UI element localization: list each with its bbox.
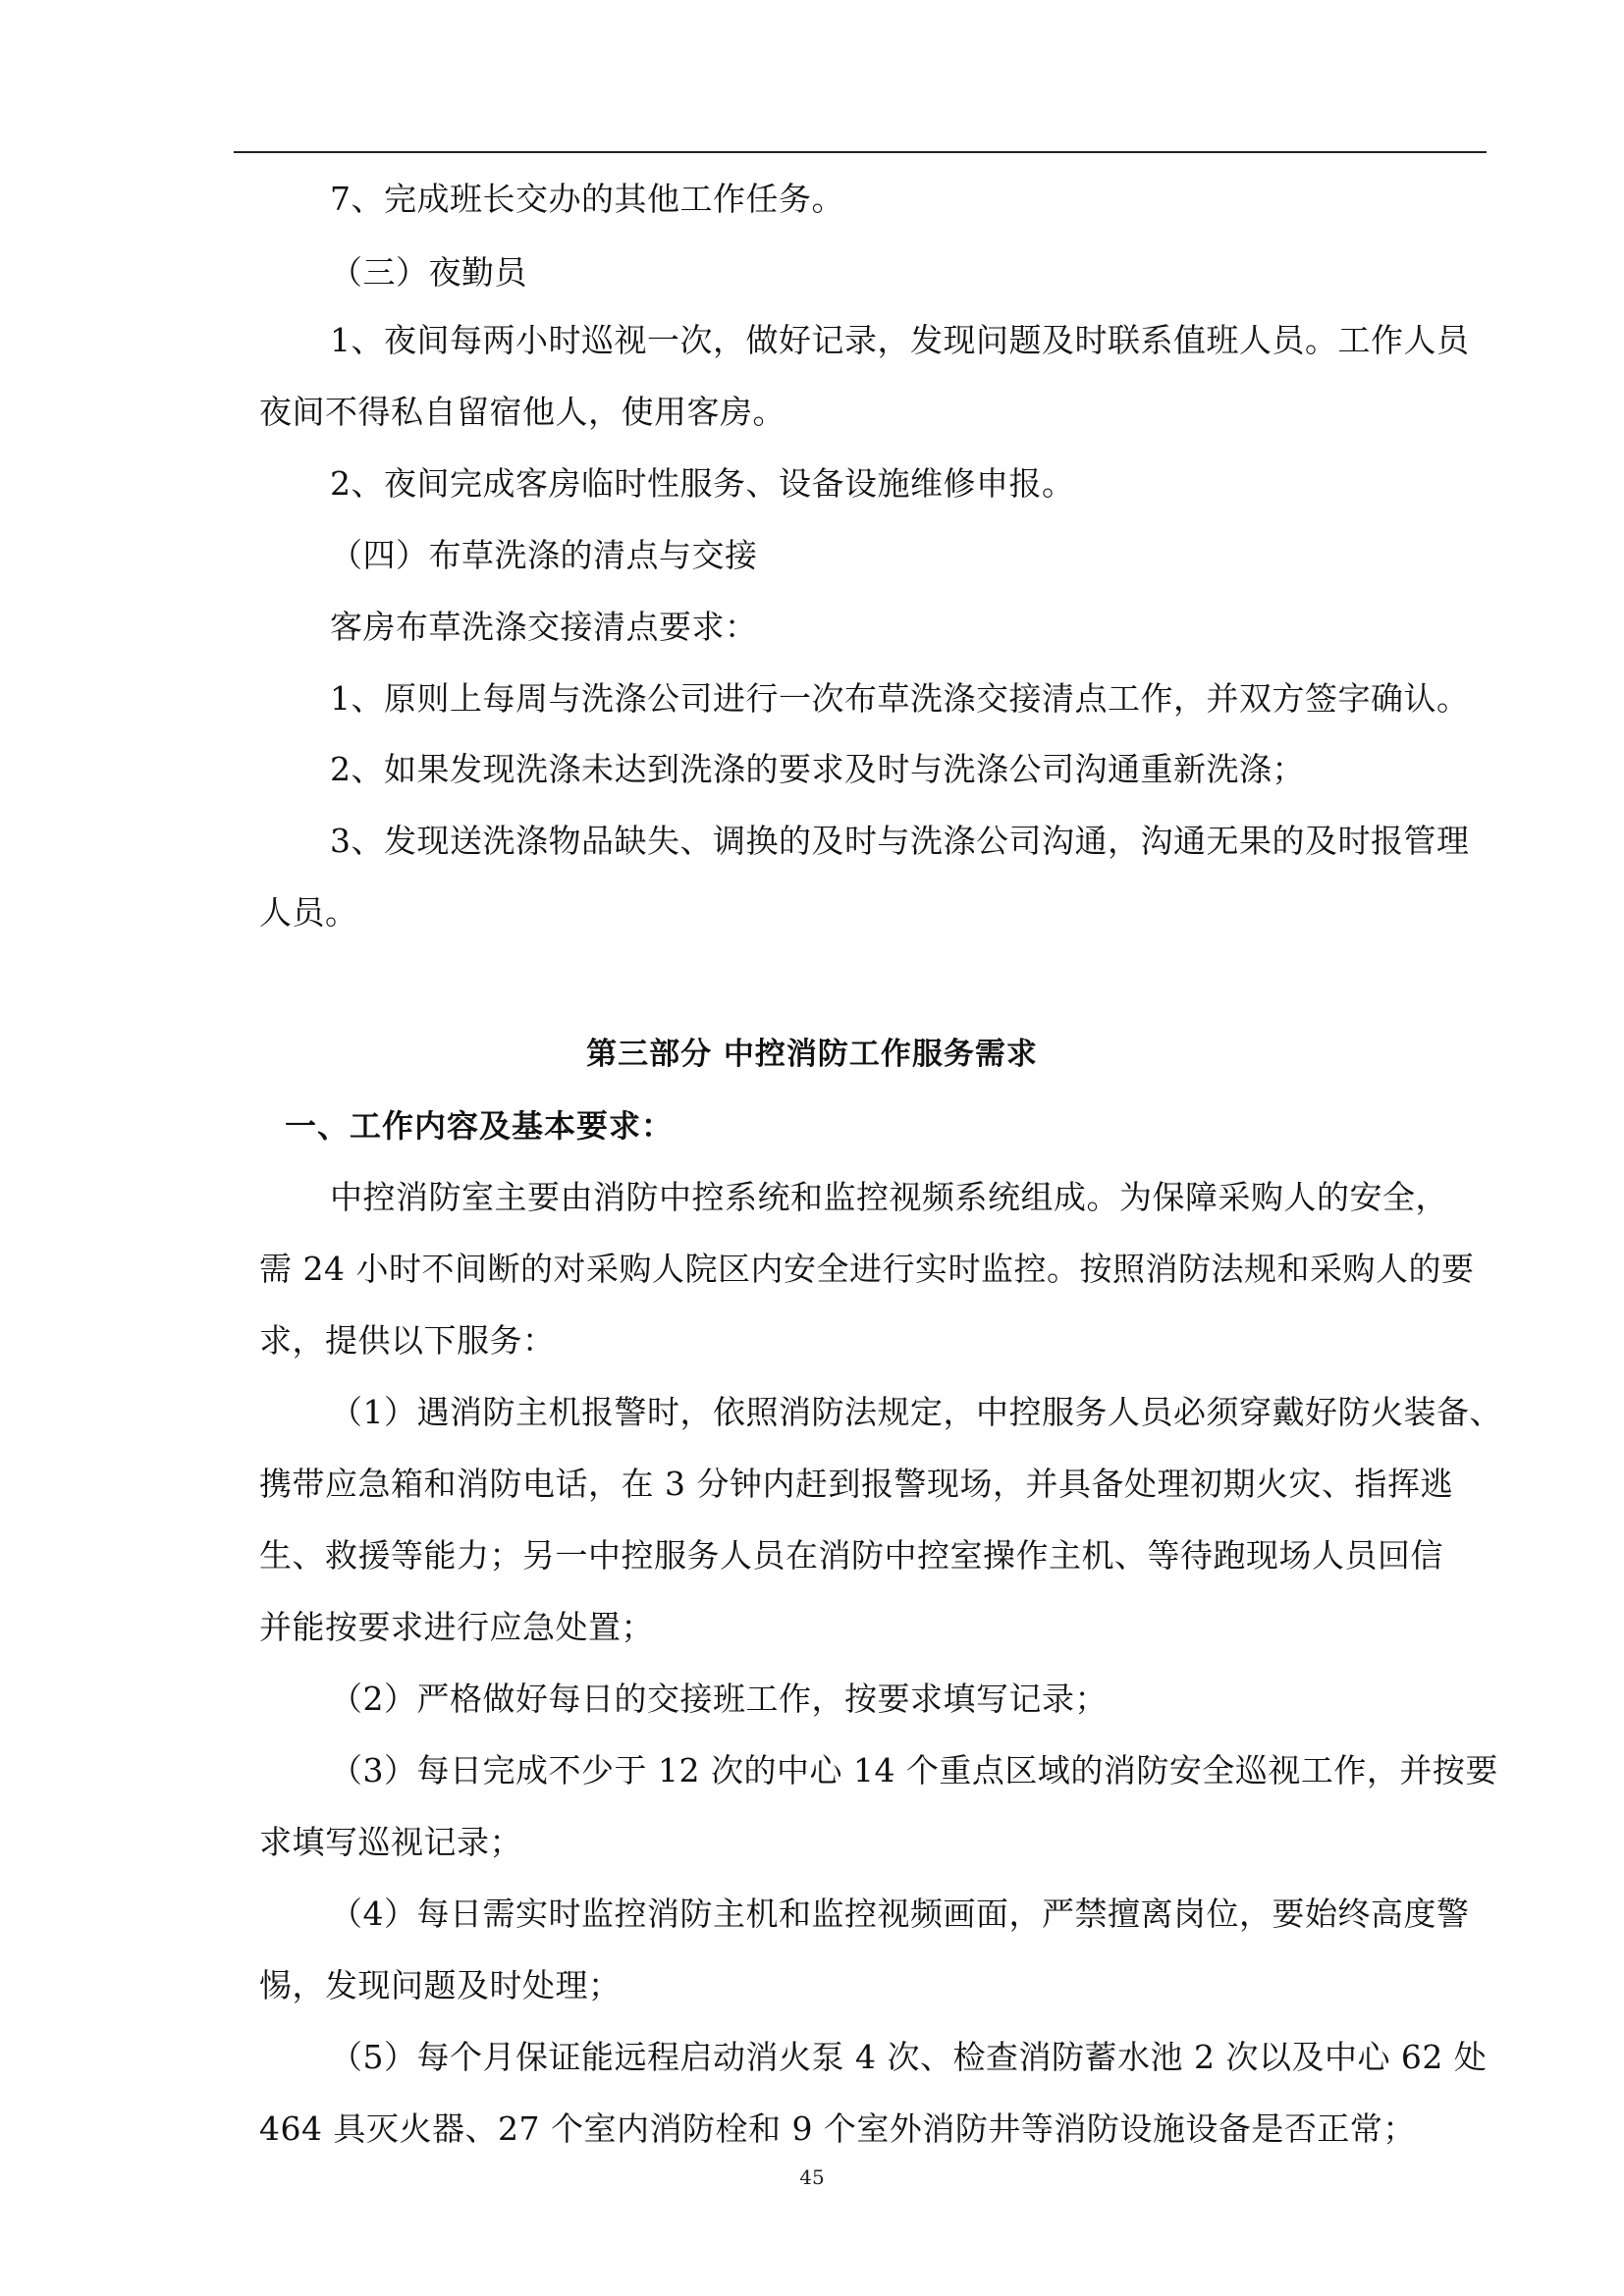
subsection-title: 一、工作内容及基本要求： [285, 1107, 675, 1145]
text-line: （4）每日需实时监控消防主机和监控视频画面，严禁擅离岗位，要始终高度警 [330, 1895, 1470, 1933]
text-line: （四）布草洗涤的清点与交接 [330, 536, 758, 574]
text-line: （3）每日完成不少于 12 次的中心 14 个重点区域的消防安全巡视工作，并按要 [330, 1751, 1498, 1789]
text-line: 求填写巡视记录； [259, 1823, 522, 1861]
text-line: 中控消防室主要由消防中控系统和监控视频系统组成。为保障采购人的安全， [330, 1178, 1448, 1216]
text-line: 生、救援等能力；另一中控服务人员在消防中控室操作主机、等待跑现场人员回信 [259, 1536, 1443, 1575]
text-line: 464 具灭火器、27 个室内消防栓和 9 个室外消防井等消防设施设备是否正常； [259, 2109, 1416, 2148]
text-line: 1、夜间每两小时巡视一次，做好记录，发现问题及时联系值班人员。工作人员 [330, 321, 1470, 359]
text-line: 7、完成班长交办的其他工作任务。 [330, 180, 844, 218]
text-line: 惕，发现问题及时处理； [259, 1966, 622, 2004]
text-line: 夜间不得私自留宿他人，使用客房。 [259, 393, 785, 431]
text-line: （5）每个月保证能远程启动消火泵 4 次、检查消防蓄水池 2 次以及中心 62 处 [330, 2038, 1488, 2076]
text-line: 客房布草洗涤交接清点要求： [330, 608, 758, 646]
text-line: 需 24 小时不间断的对采购人院区内安全进行实时监控。按照消防法规和采购人的要 [259, 1250, 1475, 1288]
text-line: （三）夜勤员 [330, 253, 527, 292]
text-line: 1、原则上每周与洗涤公司进行一次布草洗涤交接清点工作，并双方签字确认。 [330, 679, 1470, 718]
text-line: 2、夜间完成客房临时性服务、设备设施维修申报。 [330, 464, 1075, 503]
text-line: 2、如果发现洗涤未达到洗涤的要求及时与洗涤公司沟通重新洗涤； [330, 750, 1305, 788]
header-rule [234, 151, 1487, 153]
page-number: 45 [799, 2165, 825, 2189]
text-line: 求，提供以下服务： [259, 1321, 556, 1360]
text-line: （2）严格做好每日的交接班工作，按要求填写记录； [330, 1680, 1108, 1718]
text-line: 3、发现送洗涤物品缺失、调换的及时与洗涤公司沟通，沟通无果的及时报管理 [330, 822, 1470, 860]
text-line: （1）遇消防主机报警时，依照消防法规定，中控服务人员必须穿戴好防火装备、 [330, 1393, 1502, 1431]
text-line: 人员。 [259, 893, 358, 932]
text-line: 并能按要求进行应急处置； [259, 1608, 654, 1646]
text-line: 携带应急箱和消防电话，在 3 分钟内赶到报警现场，并具备处理初期火灾、指挥逃 [259, 1465, 1453, 1503]
section-title: 第三部分 中控消防工作服务需求 [586, 1037, 1038, 1072]
